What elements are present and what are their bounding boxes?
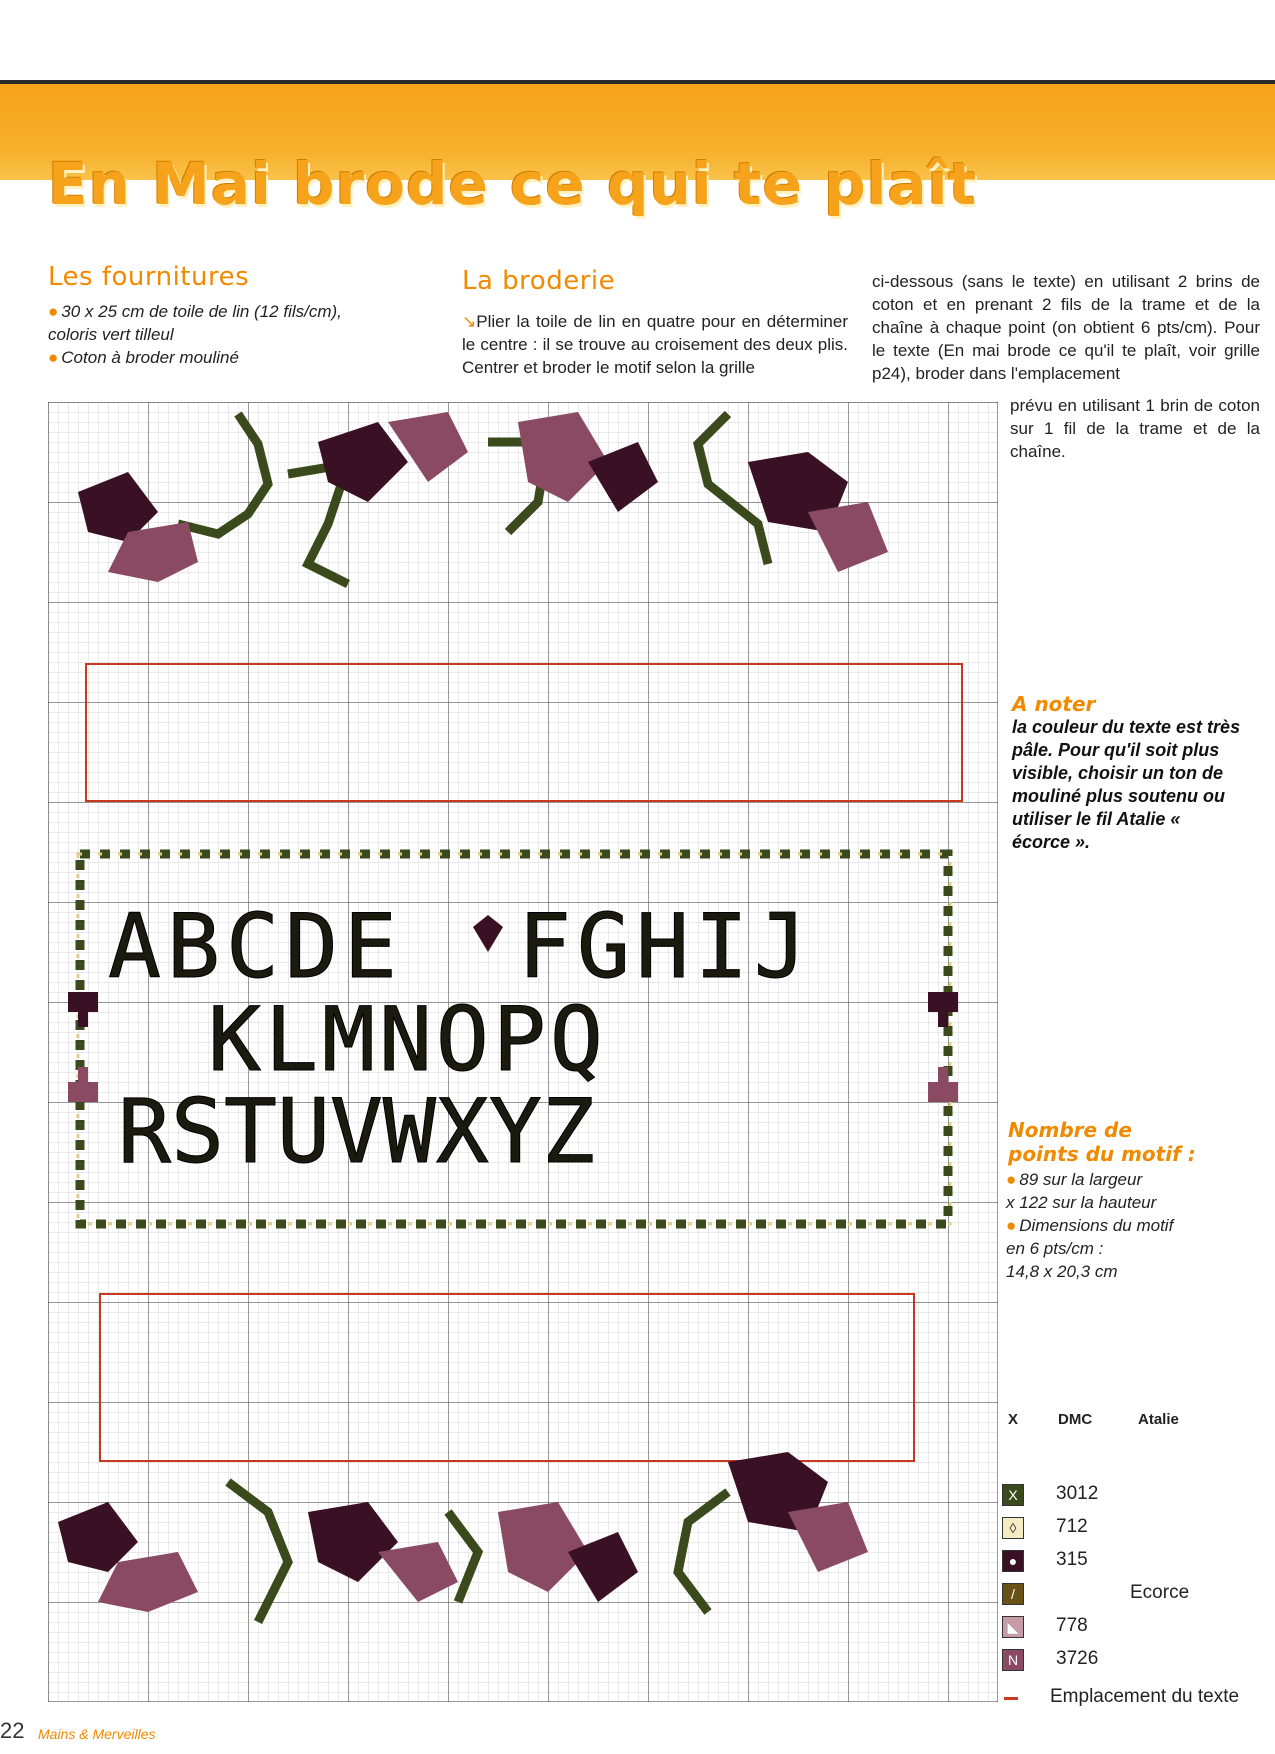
alphabet-row-1: ABCDE bbox=[108, 895, 403, 998]
legend-swatch-ecorce: / bbox=[1002, 1583, 1024, 1605]
legend-col-dmc: DMC bbox=[1058, 1411, 1093, 1428]
arrow-icon: ↘ bbox=[462, 312, 477, 331]
text-placement-label: Emplacement du texte bbox=[1050, 1686, 1240, 1707]
page-number: 22 bbox=[0, 1718, 25, 1743]
broderie-col1: ↘Plier la toile de lin en quatre pour en déterminer le centre : il se trouve au croisement des deux plis. Centrer et broder le motif selon la grille bbox=[462, 312, 848, 377]
broderie-col2: ci-dessous (sans le texte) en utilisant 2 brins de coton et en prenant 2 fils de la trame et de la chaîne à chaque point (on obtient 6 pts/cm). Pour le texte (En mai brode ce qu'il te plaît, voir grille p24), broder dans l'emplacement bbox=[872, 272, 1260, 383]
legend-col-atalie: Atalie bbox=[1138, 1411, 1179, 1428]
magazine-name: Mains & Merveilles bbox=[38, 1726, 156, 1742]
points-heading-1: Nombre de bbox=[1008, 1118, 1132, 1142]
fournitures-list bbox=[48, 300, 438, 369]
legend-swatch-315: ● bbox=[1002, 1550, 1024, 1572]
points-heading-2: points du motif : bbox=[1008, 1142, 1196, 1166]
legend-swatch-3012: X bbox=[1002, 1484, 1024, 1506]
fournitures-item-1: ● 30 x 25 cm de toile de lin (12 fils/cm), bbox=[48, 302, 342, 321]
fournitures-item-2: ● Coton à broder mouliné bbox=[48, 348, 239, 367]
legend-col-x: X bbox=[1008, 1411, 1019, 1428]
legend-swatch-712: ◊ bbox=[1002, 1517, 1024, 1539]
fournitures-heading: Les fournitures bbox=[48, 262, 250, 292]
legend-swatch-3726: N bbox=[1002, 1649, 1024, 1671]
legend-dmc-778: 778 bbox=[1056, 1615, 1088, 1636]
legend-atalie-ecorce: Ecorce bbox=[1130, 1582, 1190, 1603]
legend-dmc-3726: 3726 bbox=[1056, 1648, 1099, 1669]
legend-dmc-315: 315 bbox=[1056, 1549, 1088, 1570]
page-title: En Mai brode ce qui te plaît bbox=[48, 150, 978, 218]
legend-dmc-712: 712 bbox=[1056, 1516, 1088, 1537]
text-placement-legend-line bbox=[1004, 1697, 1018, 1700]
broderie-col2-bottom: prévu en utilisant 1 brin de coton sur 1 fil de la trame et de la chaîne. bbox=[1010, 396, 1260, 461]
alphabet-row-2: KLMNOPQ bbox=[208, 988, 607, 1091]
fournitures-item-1b: coloris vert tilleul bbox=[48, 325, 174, 344]
points-details: ● 89 sur la largeur x 122 sur la hauteur ● Dimensions du motif en 6 pts/cm : 14,8 x 20,3 cm bbox=[1006, 1170, 1174, 1281]
alphabet-row-1b: FGHIJ bbox=[518, 895, 813, 998]
note-body: la couleur du texte est très pâle. Pour qu'il soit plus visible, choisir un ton de mouliné plus soutenu ou utiliser le fil Atalie « écorce ». bbox=[1012, 717, 1241, 852]
alphabet-row-3: RSTUVWXYZ bbox=[118, 1080, 595, 1183]
legend-dmc-3012: 3012 bbox=[1056, 1483, 1099, 1504]
note-heading: A noter bbox=[1012, 692, 1096, 716]
broderie-heading: La broderie bbox=[462, 266, 616, 296]
cross-stitch-grid bbox=[48, 402, 998, 1702]
legend-swatch-778: ◣ bbox=[1002, 1616, 1024, 1638]
